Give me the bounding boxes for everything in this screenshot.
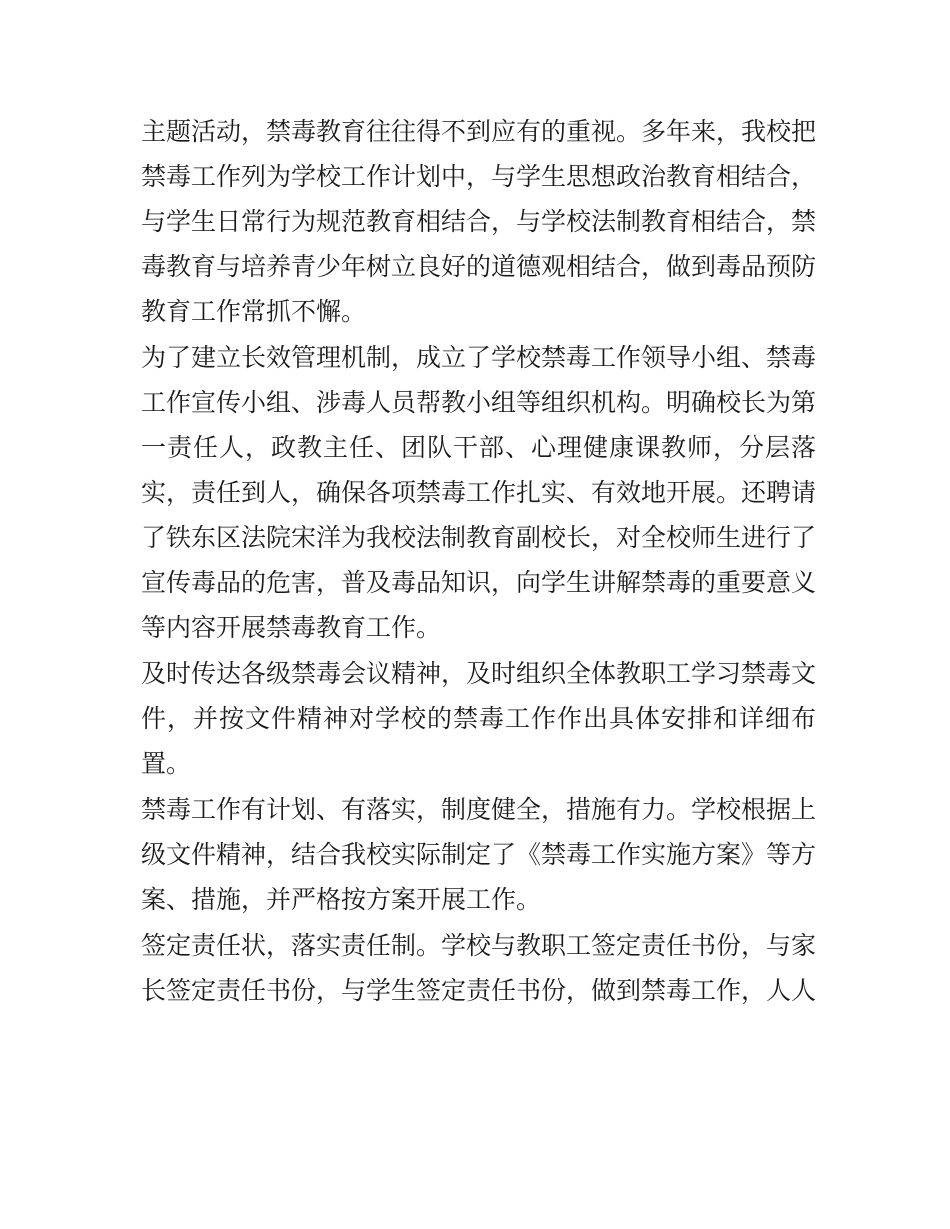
paragraph: 主题活动，禁毒教育往往得不到应有的重视。多年来，我校把禁毒工作列为学校工作计划中，与学生思想政治教育相结合，与学生日常行为规范教育相结合，与学校法制教育相结合，禁毒教育与培养青少年树立良好的道德观相结合，做到毒品预防教育工作常抓不懈。 bbox=[141, 117, 817, 326]
paragraph: 及时传达各级禁毒会议精神，及时组织全体教职工学习禁毒文件，并按文件精神对学校的禁毒工作作出具体安排和详细布置。 bbox=[141, 659, 817, 778]
document-body bbox=[141, 109, 816, 1013]
paragraph: 禁毒工作有计划、有落实，制度健全，措施有力。学校根据上级文件精神，结合我校实际制定了《禁毒工作实施方案》等方案、措施，并严格按方案开展工作。 bbox=[141, 795, 817, 914]
paragraph: 为了建立长效管理机制，成立了学校禁毒工作领导小组、禁毒工作宣传小组、涉毒人员帮教小组等组织机构。明确校长为第一责任人，政教主任、团队干部、心理健康课教师，分层落实，责任到人，确保各项禁毒工作扎实、有效地开展。还聘请了铁东区法院宋洋为我校法制教育副校长，对全校师生进行了宣传毒品的危害，普及毒品知识，向学生讲解禁毒的重要意义等内容开展禁毒教育工作。 bbox=[141, 343, 817, 642]
paragraph: 签定责任状，落实责任制。学校与教职工签定责任书份，与家长签定责任书份，与学生签定责任书份，做到禁毒工作，人人 bbox=[141, 931, 817, 1005]
